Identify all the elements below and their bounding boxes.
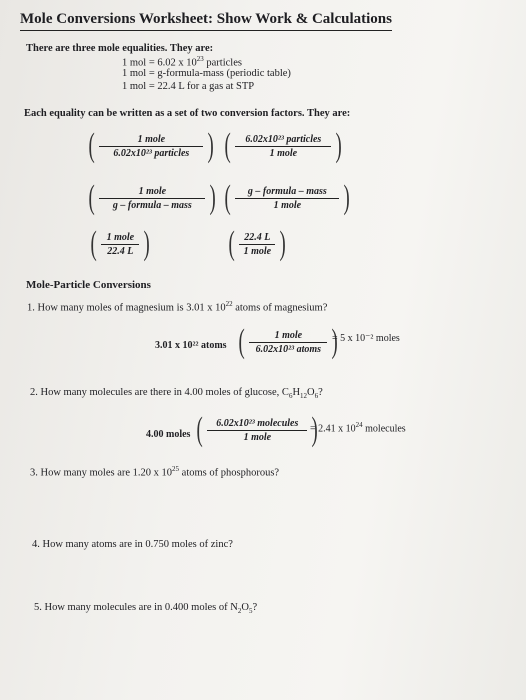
example-1-result: = 5 x 10⁻² moles: [332, 333, 400, 344]
question-3: 3. How many moles are 1.20 x $10^{25}$ atoms of phosphorous?: [30, 465, 280, 479]
example-1-factor: ( $\frac{\text{1 mole}}{\text{6.02x10²³ atoms}}$ ): [238, 323, 339, 360]
factor-denominator: g – formula – mass: [112, 199, 192, 211]
question-4: 4. How many atoms are in 0.750 moles of zinc?: [32, 539, 233, 550]
section-heading: Mole-Particle Conversions: [26, 279, 151, 291]
conversion-factor: ( $\frac{22.4 L}{\text{1 mole}}$ ): [228, 225, 287, 262]
example-2-factor: ( $\frac{\text{6.02x10²³ molecules}}{\text{1 mole}}$ ): [196, 411, 319, 448]
factor-numerator: 1 mole: [106, 231, 135, 243]
conversion-factor: ( $\frac{\text{6.02x10²³ particles}}{\text{1 mole}}$ ): [224, 127, 343, 164]
conversion-factor: ( $\frac{\text{g – formula – mass}}{\text{1 mole}}$ ): [224, 179, 351, 216]
title-underline: [20, 30, 392, 31]
question-2: 2. How many molecules are there in 4.00 moles of glucose, $C_6H_{12}O_6$?: [30, 387, 323, 401]
equality-3: 1 mol = 22.4 L for a gas at STP: [122, 81, 255, 92]
factor-numerator: 1 mole: [137, 133, 166, 145]
question-5: 5. How many molecules are in 0.400 moles of $N_2O_5$?: [34, 602, 258, 616]
factor-numerator: 22.4 L: [244, 231, 271, 243]
factor-denominator: 22.4 L: [107, 245, 134, 257]
question-1: 1. How many moles of magnesium is 3.01 x $10^{22}$ atoms of magnesium?: [27, 300, 328, 314]
factor-denominator: 1 mole: [273, 199, 302, 211]
page-title: Mole Conversions Worksheet: Show Work & Calculations: [20, 11, 392, 27]
factor-numerator: g – formula – mass: [247, 185, 327, 197]
example-2-result: = 2.41 x $10^{24}$ molecules: [310, 421, 406, 435]
equality-2: 1 mol = g-formula-mass (periodic table): [122, 68, 291, 79]
conversion-factor: ( $\frac{\text{1 mole}}{22.4 L}$ ): [90, 225, 151, 262]
equalities-intro: There are three mole equalities. They are:: [26, 43, 214, 54]
conversion-factor: ( $\frac{\text{1 mole}}{\text{6.02x10²³ particles}}$ ): [88, 127, 215, 164]
conversion-factor: ( $\frac{\text{1 mole}}{\text{g – formula – mass}}$ ): [88, 179, 217, 216]
factor-numerator: 6.02x10²³ particles: [245, 133, 322, 145]
equality-1: 1 mol = 6.02 x $10^{23}$ particles: [122, 55, 242, 69]
example-1-given: 3.01 x 10²² atoms: [155, 340, 227, 351]
factor-denominator: 6.02x10²³ particles: [113, 147, 190, 159]
factor-denominator: 1 mole: [243, 245, 272, 257]
factor-denominator: 1 mole: [269, 147, 298, 159]
example-2-given: 4.00 moles: [146, 429, 191, 440]
factors-intro: Each equality can be written as a set of two conversion factors. They are:: [24, 108, 351, 119]
factor-numerator: 1 mole: [138, 185, 167, 197]
